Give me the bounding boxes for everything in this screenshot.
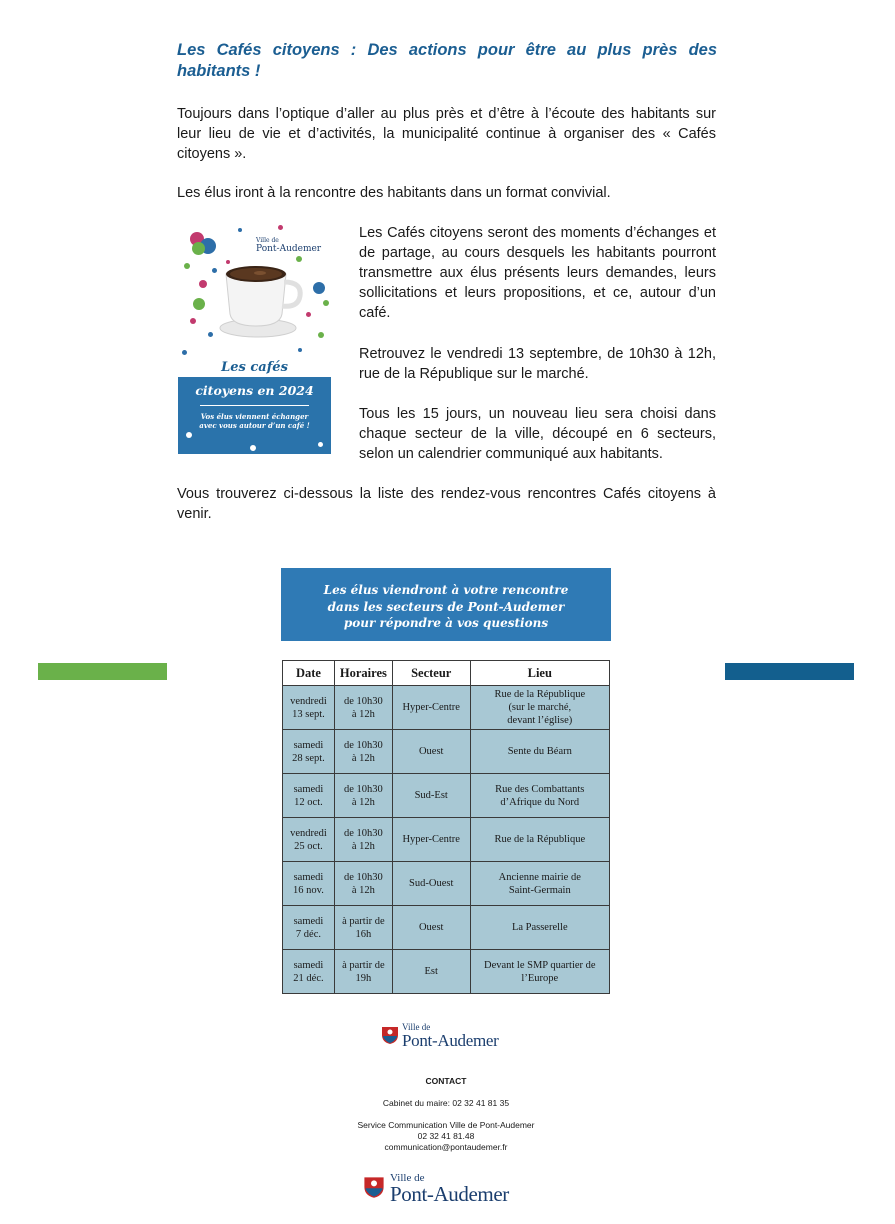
time-cell-line: à 12h xyxy=(351,840,375,852)
sector-cell: Est xyxy=(392,950,470,994)
table-row xyxy=(283,862,610,906)
place-cell-line: La Passerelle xyxy=(511,922,568,933)
coffee-cup-icon xyxy=(216,260,306,340)
date-cell-line: samedi xyxy=(293,783,324,795)
time-cell xyxy=(334,818,392,862)
date-cell-line: 21 déc. xyxy=(293,972,324,984)
table-row xyxy=(283,730,610,774)
time-cell-line: de 10h30 xyxy=(343,695,383,707)
place-cell-line: d’Afrique du Nord xyxy=(500,796,580,808)
time-cell-line: 16h xyxy=(355,928,372,940)
sector-cell: Sud-Ouest xyxy=(392,862,470,906)
time-cell-line: à 12h xyxy=(351,884,375,896)
time-cell-line: de 10h30 xyxy=(343,871,383,883)
sector-cell: Ouest xyxy=(392,730,470,774)
table-row xyxy=(283,906,610,950)
time-cell xyxy=(334,730,392,774)
sector-cell: Hyper-Centre xyxy=(392,686,470,730)
schedule-heading-line: Les élus viendront à votre rencontre xyxy=(323,583,569,597)
city-crest-icon xyxy=(380,1025,400,1045)
convivial-paragraph: Les élus iront à la rencontre des habitants dans un format convivial. xyxy=(177,185,611,201)
date-cell-line: samedi xyxy=(293,739,324,751)
list-intro-paragraph: Vous trouverez ci-dessous la liste des rendez-vous rencontres Cafés citoyens à venir. xyxy=(177,486,716,522)
date-cell-line: 28 sept. xyxy=(292,752,325,764)
contact-phone: 02 32 41 81.48 xyxy=(417,1131,475,1141)
schedule-table xyxy=(282,660,610,994)
date-cell-line: samedi xyxy=(293,871,324,883)
header-sector: Secteur xyxy=(392,661,470,686)
place-cell xyxy=(470,862,609,906)
date-cell-line: 13 sept. xyxy=(292,708,325,720)
date-cell-line: 16 nov. xyxy=(293,884,324,896)
time-cell-line: à 12h xyxy=(351,708,375,720)
sector-cell: Hyper-Centre xyxy=(392,818,470,862)
date-cell xyxy=(283,906,335,950)
table-row xyxy=(283,686,610,730)
place-cell xyxy=(470,818,609,862)
time-cell xyxy=(334,862,392,906)
table-row xyxy=(283,950,610,994)
date-cell xyxy=(283,818,335,862)
place-cell-line: (sur le marché, xyxy=(508,702,572,713)
logo-small-text: Ville de xyxy=(390,1172,425,1184)
date-cell xyxy=(283,950,335,994)
place-cell-line: Rue des Combattants xyxy=(495,783,585,795)
logo-name-text: Pont-Audemer xyxy=(402,1031,499,1050)
date-cell-line: 7 déc. xyxy=(295,928,321,940)
schedule-heading-line: dans les secteurs de Pont-Audemer xyxy=(327,599,565,614)
date-cell-line: 12 oct. xyxy=(294,796,323,808)
place-cell-line: Saint-Germain xyxy=(508,884,571,896)
date-cell-line: samedi xyxy=(293,915,324,927)
time-cell xyxy=(334,950,392,994)
place-cell-line: devant l’église) xyxy=(507,715,573,726)
sector-cell: Sud-Est xyxy=(392,774,470,818)
time-cell xyxy=(334,686,392,730)
schedule-heading xyxy=(281,568,611,641)
time-cell xyxy=(334,774,392,818)
date-cell xyxy=(283,862,335,906)
place-cell xyxy=(470,950,609,994)
header-date: Date xyxy=(283,661,335,686)
date-cell-line: 25 oct. xyxy=(294,840,323,852)
poster-title-line1: Les cafés xyxy=(221,360,288,375)
time-cell-line: à 12h xyxy=(351,796,375,808)
place-cell-line: l’Europe xyxy=(521,972,559,984)
decorative-bar-blue xyxy=(725,663,854,680)
header-place: Lieu xyxy=(470,661,609,686)
place-cell-line: Rue de la République xyxy=(494,834,586,845)
contact-heading: CONTACT xyxy=(425,1076,467,1086)
sector-cell: Ouest xyxy=(392,906,470,950)
header-time: Horaires xyxy=(334,661,392,686)
time-cell-line: de 10h30 xyxy=(343,827,383,839)
contact-email[interactable]: communication@pontaudemer.fr xyxy=(384,1142,508,1152)
poster-divider xyxy=(200,405,309,406)
time-cell-line: de 10h30 xyxy=(343,739,383,751)
date-cell-line: vendredi xyxy=(290,695,327,707)
date-cell-line: vendredi xyxy=(290,827,327,839)
cafes-description: Les Cafés citoyens seront des moments d’échanges et de partage, au cours desquels les habitants pourront transmettre aux élus présents leurs demandes, leurs sollicitations et leurs propositions, et ce, autour d’un café. xyxy=(359,225,716,321)
city-crest-icon xyxy=(362,1175,386,1199)
place-cell xyxy=(470,774,609,818)
article-title: Les Cafés citoyens : Des actions pour être au plus près des habitants ! xyxy=(177,41,717,80)
time-cell-line: à partir de xyxy=(342,915,385,927)
schedule-heading-line: pour répondre à vos questions xyxy=(343,616,549,630)
next-event-paragraph: Retrouvez le vendredi 13 septembre, de 10h30 à 12h, rue de la République sur le marché. xyxy=(359,346,716,382)
contact-cabinet: Cabinet du maire: 02 32 41 81 35 xyxy=(382,1098,510,1108)
cafe-poster-image xyxy=(178,220,331,454)
place-cell-line: Devant le SMP quartier de xyxy=(483,959,596,971)
contact-service: Service Communication Ville de Pont-Audemer xyxy=(357,1120,535,1130)
time-cell xyxy=(334,906,392,950)
frequency-paragraph: Tous les 15 jours, un nouveau lieu sera choisi dans chaque secteur de la ville, découpé en 6 secteurs, selon un calendrier communiqué aux habitants. xyxy=(359,406,716,462)
logo-small-text: Ville de xyxy=(402,1022,431,1032)
poster-subtitle: Vos élus viennent échanger avec vous autour d’un café ! xyxy=(199,412,310,430)
place-cell xyxy=(470,686,609,730)
place-cell-line: Sente du Béarn xyxy=(507,746,572,757)
place-cell xyxy=(470,730,609,774)
time-cell-line: 19h xyxy=(355,972,372,984)
logo-name-text: Pont-Audemer xyxy=(390,1182,509,1206)
time-cell-line: à 12h xyxy=(351,752,375,764)
decorative-bar-green xyxy=(38,663,167,680)
time-cell-line: à partir de xyxy=(342,959,385,971)
intro-paragraph: Toujours dans l’optique d’aller au plus près et d’être à l’écoute des habitants sur leur lieu de vie et d’activités, la municipalité continue à organiser des « Cafés citoyens ». xyxy=(177,106,716,162)
date-cell xyxy=(283,730,335,774)
date-cell-line: samedi xyxy=(293,959,324,971)
place-cell xyxy=(470,906,609,950)
table-row xyxy=(283,774,610,818)
place-cell-line: Ancienne mairie de xyxy=(498,871,581,883)
poster-title-line2: citoyens en 2024 xyxy=(195,383,314,398)
date-cell xyxy=(283,774,335,818)
table-header-row xyxy=(283,661,610,686)
table-row xyxy=(283,818,610,862)
place-cell-line: Rue de la République xyxy=(494,689,586,700)
date-cell xyxy=(283,686,335,730)
poster-logo: Ville de Pont-Audemer xyxy=(256,237,322,254)
time-cell-line: de 10h30 xyxy=(343,783,383,795)
